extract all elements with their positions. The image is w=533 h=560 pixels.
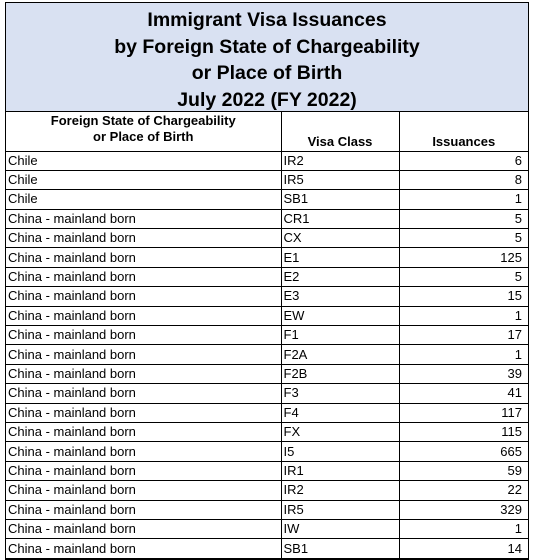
cell-country: China - mainland born xyxy=(6,442,281,461)
cell-country: China - mainland born xyxy=(6,287,281,306)
cell-visa-class: E3 xyxy=(281,287,399,306)
table-row xyxy=(6,519,528,538)
cell-country: China - mainland born xyxy=(6,209,281,228)
title-line-2: by Foreign State of Chargeability xyxy=(114,35,420,58)
cell-issuances: 1 xyxy=(399,190,528,209)
cell-visa-class: I5 xyxy=(281,442,399,461)
table-row xyxy=(6,539,528,558)
table-row xyxy=(6,422,528,441)
cell-issuances: 15 xyxy=(399,287,528,306)
table-row xyxy=(6,248,528,267)
table-row xyxy=(6,442,528,461)
title-line-3: or Place of Birth xyxy=(191,62,343,84)
cell-country: Chile xyxy=(6,170,281,189)
issuance-sheet xyxy=(5,2,529,560)
cell-country: Chile xyxy=(6,151,281,170)
table-row xyxy=(6,326,528,345)
header-country-line-1: Foreign State of Chargeability xyxy=(50,113,236,128)
table-row xyxy=(6,190,528,209)
cell-visa-class: SB1 xyxy=(281,539,399,558)
cell-issuances: 41 xyxy=(399,384,528,403)
table-row xyxy=(6,481,528,500)
cell-visa-class: E2 xyxy=(281,267,399,286)
cell-country: China - mainland born xyxy=(6,345,281,364)
cell-visa-class: EW xyxy=(281,306,399,325)
cell-issuances: 115 xyxy=(399,422,528,441)
cell-country: China - mainland born xyxy=(6,306,281,325)
table-row xyxy=(6,461,528,480)
cell-issuances: 6 xyxy=(399,151,528,170)
table-row xyxy=(6,345,528,364)
title-line-1: Immigrant Visa Issuances xyxy=(147,9,387,31)
header-visa-class: Visa Class xyxy=(281,112,399,151)
cell-country: China - mainland born xyxy=(6,384,281,403)
cell-issuances: 22 xyxy=(399,481,528,500)
cell-issuances: 1 xyxy=(399,345,528,364)
cell-visa-class: SB1 xyxy=(281,190,399,209)
cell-visa-class: IW xyxy=(281,519,399,538)
cell-visa-class: F3 xyxy=(281,384,399,403)
cell-visa-class: F4 xyxy=(281,403,399,422)
cell-country: China - mainland born xyxy=(6,403,281,422)
title-line-4: July 2022 (FY 2022) xyxy=(177,88,357,111)
cell-issuances: 17 xyxy=(399,326,528,345)
header-row xyxy=(6,112,528,151)
cell-visa-class: IR5 xyxy=(281,500,399,519)
cell-country: China - mainland born xyxy=(6,229,281,248)
cell-visa-class: IR1 xyxy=(281,461,399,480)
table-row xyxy=(6,287,528,306)
header-issuances: Issuances xyxy=(399,112,528,151)
cell-country: China - mainland born xyxy=(6,519,281,538)
cell-visa-class: F2A xyxy=(281,345,399,364)
cell-issuances: 39 xyxy=(399,364,528,383)
cell-issuances: 5 xyxy=(399,209,528,228)
table-row xyxy=(6,306,528,325)
cell-country: China - mainland born xyxy=(6,481,281,500)
cell-country: China - mainland born xyxy=(6,461,281,480)
table-row xyxy=(6,364,528,383)
table-body xyxy=(6,151,528,558)
cell-country: China - mainland born xyxy=(6,364,281,383)
cell-country: China - mainland born xyxy=(6,422,281,441)
header-country xyxy=(6,112,281,151)
report-title xyxy=(6,3,528,112)
cell-issuances: 1 xyxy=(399,306,528,325)
cell-issuances: 5 xyxy=(399,267,528,286)
cell-visa-class: FX xyxy=(281,422,399,441)
cell-visa-class: CX xyxy=(281,229,399,248)
cell-issuances: 8 xyxy=(399,170,528,189)
cell-visa-class: CR1 xyxy=(281,209,399,228)
table-row xyxy=(6,267,528,286)
table-row xyxy=(6,170,528,189)
cell-country: China - mainland born xyxy=(6,248,281,267)
cell-visa-class: E1 xyxy=(281,248,399,267)
table-row xyxy=(6,151,528,170)
table-row xyxy=(6,403,528,422)
cell-issuances: 329 xyxy=(399,500,528,519)
table-row xyxy=(6,384,528,403)
cell-country: China - mainland born xyxy=(6,267,281,286)
cell-country: Chile xyxy=(6,190,281,209)
cell-visa-class: IR2 xyxy=(281,481,399,500)
header-country-line-2: or Place of Birth xyxy=(93,129,194,144)
cell-country: China - mainland born xyxy=(6,500,281,519)
cell-issuances: 117 xyxy=(399,403,528,422)
cell-visa-class: F1 xyxy=(281,326,399,345)
cell-visa-class: IR5 xyxy=(281,170,399,189)
table-row xyxy=(6,229,528,248)
cell-country: China - mainland born xyxy=(6,539,281,558)
cell-issuances: 665 xyxy=(399,442,528,461)
cell-issuances: 125 xyxy=(399,248,528,267)
cell-issuances: 5 xyxy=(399,229,528,248)
cell-issuances: 1 xyxy=(399,519,528,538)
cell-issuances: 14 xyxy=(399,539,528,558)
cell-issuances: 59 xyxy=(399,461,528,480)
table-row xyxy=(6,500,528,519)
table-row xyxy=(6,209,528,228)
cell-visa-class: F2B xyxy=(281,364,399,383)
cell-visa-class: IR2 xyxy=(281,151,399,170)
issuance-table xyxy=(6,112,528,559)
cell-country: China - mainland born xyxy=(6,326,281,345)
